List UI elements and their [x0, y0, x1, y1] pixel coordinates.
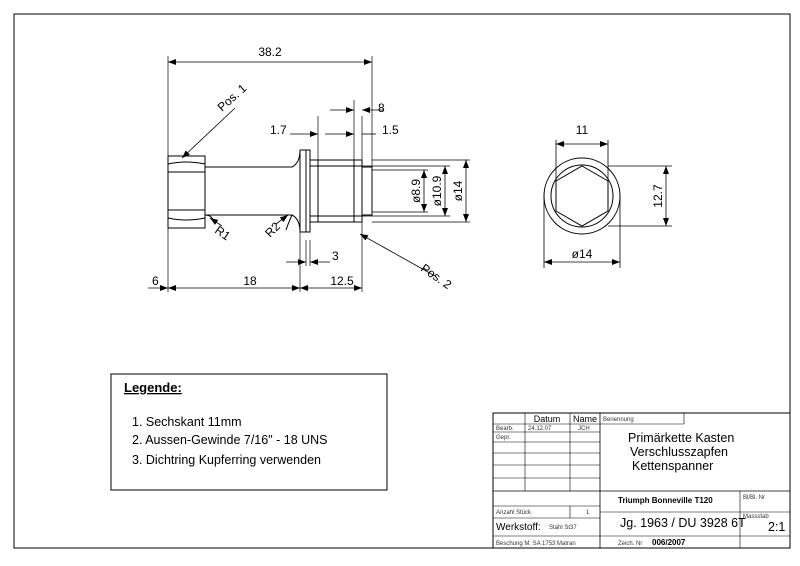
tb-massstab-label: Massstab	[743, 514, 769, 520]
tb-blatt-label: Bl/Bl. Nr	[743, 495, 766, 501]
tb-col-datum: Datum	[533, 414, 561, 424]
dim-18: 18	[243, 274, 257, 288]
legend-item-1: 1. Sechskant 11mm	[132, 415, 242, 429]
legend-item-3: 3. Dichtring Kupferring verwenden	[132, 453, 321, 467]
part-end-view	[544, 158, 620, 234]
extension-lines	[168, 56, 470, 292]
dim-r1: R1	[212, 222, 233, 244]
dim-pos1-label: Pos. 1	[214, 81, 250, 115]
tb-zeich-label: Zeich. Nr	[618, 541, 643, 547]
dim-8: 8	[378, 101, 385, 115]
dim-pos2-label: Pos. 2	[418, 260, 455, 292]
tb-werkstoff-label: Werkstoff:	[496, 522, 541, 533]
legend-item-2: 2. Aussen-Gewinde 7/16" - 18 UNS	[132, 433, 328, 447]
tb-anzahl-value: 1	[586, 510, 590, 516]
dim-r2: R2	[262, 219, 283, 241]
tb-bearb-date: 24.12.07	[528, 426, 552, 432]
dim-dia-8-9: ø8.9	[409, 178, 423, 204]
tb-title-line-2: Verschlusszapfen	[630, 445, 728, 459]
dim-dia-14: ø14	[451, 180, 465, 202]
dim-end-dia: ø14	[571, 247, 593, 261]
tb-row-bearb: Bearb.	[496, 426, 514, 432]
dim-overall-length: 38.2	[258, 45, 282, 59]
tb-year-line: Jg. 1963 / DU 3928 6T	[620, 516, 746, 530]
tb-row-gepr: Gepr.	[496, 435, 511, 441]
tb-anzahl-label: Anzahl Stück	[496, 510, 532, 516]
dim-6: 6	[152, 274, 159, 288]
tb-benennung-label: Benennung	[603, 417, 634, 423]
dim-dia-10-9: ø10.9	[430, 175, 444, 207]
legend-title: Legende:	[124, 380, 182, 395]
tb-title-line-3: Kettenspanner	[632, 459, 714, 473]
dim-1-7: 1.7	[270, 123, 287, 137]
tb-werkstoff-value: Stahl St37	[549, 525, 577, 531]
tb-bearb-name: JCH	[578, 426, 590, 432]
tb-beschung: Beschung M. SA 1753 Matran	[496, 541, 576, 547]
dim-12-5: 12.5	[330, 274, 354, 288]
dim-1-5: 1.5	[382, 123, 399, 137]
dimension-lines	[148, 62, 466, 288]
dim-end-height: 12.7	[651, 184, 665, 208]
tb-scale: 2:1	[768, 520, 786, 534]
tb-zeich-value: 006/2007	[652, 538, 686, 547]
tb-col-name: Name	[572, 414, 598, 424]
tb-vehicle: Triumph Bonneville T120	[618, 496, 713, 505]
tb-title-line-1: Primärkette Kasten	[628, 431, 735, 445]
dim-3: 3	[332, 249, 339, 263]
dim-end-width: 11	[575, 123, 589, 137]
part-side-view	[168, 150, 372, 232]
